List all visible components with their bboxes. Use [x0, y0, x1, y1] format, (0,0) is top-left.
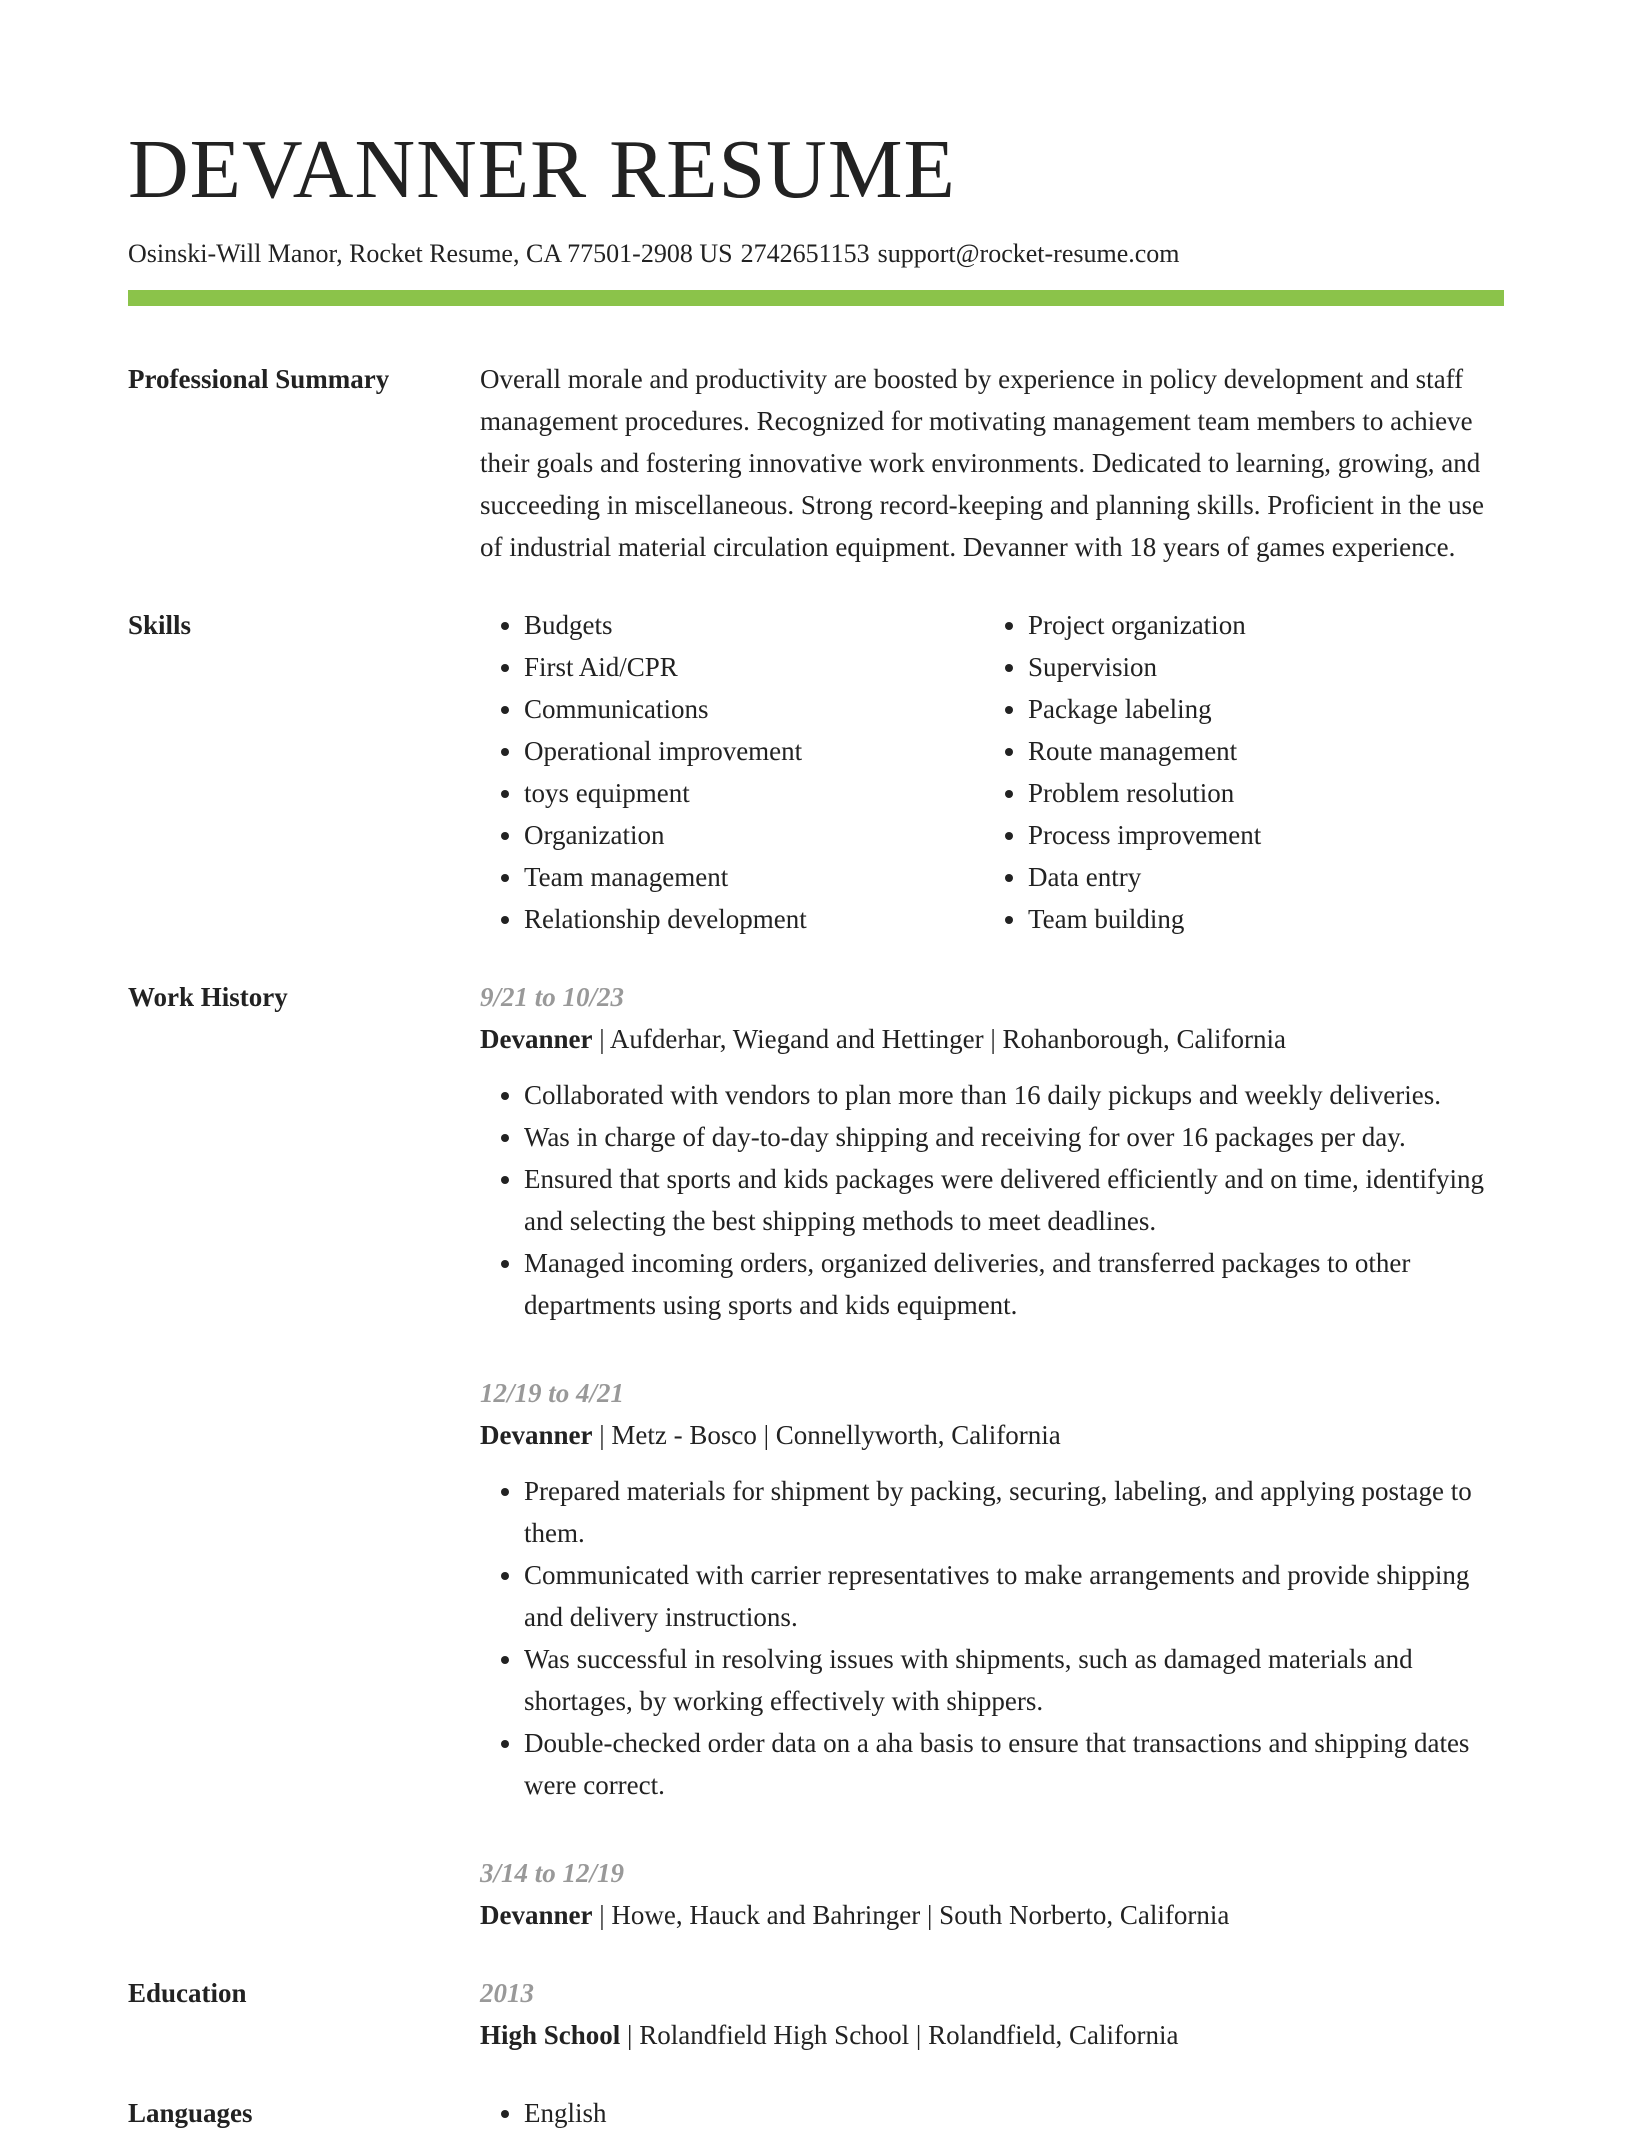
education-line: [480, 2014, 1504, 2056]
skill-item: • Budgets: [524, 604, 984, 646]
skill-item: • Operational improvement: [524, 730, 984, 772]
education-section: [128, 1972, 1504, 2056]
skill-item: • Organization: [524, 814, 984, 856]
languages-heading: Languages: [128, 2098, 253, 2128]
job-entry: [480, 976, 1504, 1326]
job-date: 12/19 to 4/21: [480, 1378, 625, 1408]
skill-item: • Problem resolution: [1028, 772, 1261, 814]
job-bullet: • Communicated with carrier representatives to make arrangements and provide shipping and delivery instructions.: [524, 1554, 1504, 1638]
skills-heading: Skills: [128, 610, 192, 640]
skill-item: • Package labeling: [1028, 688, 1261, 730]
skills-list-right: [984, 604, 1261, 940]
skill-item: • Team management: [524, 856, 984, 898]
job-bullet: • Double-checked order data on a aha basis to ensure that transactions and shipping dates were correct.: [524, 1722, 1504, 1806]
education-details: | Rolandfield High School | Rolandfield, California: [620, 2020, 1179, 2050]
skill-item: • Team building: [1028, 898, 1261, 940]
resume-name: DEVANNER RESUME: [128, 123, 956, 216]
education-degree: High School: [480, 2020, 621, 2050]
job-date: 3/14 to 12/19: [480, 1858, 625, 1888]
job-title-line: [480, 1894, 1504, 1936]
skills-list-left: [480, 604, 984, 940]
skill-item: • Project organization: [1028, 604, 1261, 646]
skill-item: • Supervision: [1028, 646, 1261, 688]
job-bullets: [480, 1074, 1504, 1326]
job-bullet: • Prepared materials for shipment by packing, securing, labeling, and applying postage to them.: [524, 1470, 1504, 1554]
job-details: | Aufderhar, Wiegand and Hettinger | Rohanborough, California: [592, 1024, 1286, 1054]
work-history-section: [128, 976, 1504, 1936]
skill-item: • First Aid/CPR: [524, 646, 984, 688]
job-role: Devanner: [480, 1420, 593, 1450]
languages-section: [128, 2092, 1504, 2134]
job-bullet: • Was in charge of day-to-day shipping and receiving for over 16 packages per day.: [524, 1116, 1504, 1158]
summary-section: [128, 358, 1504, 568]
work-history-heading: Work History: [128, 982, 288, 1012]
skill-item: • toys equipment: [524, 772, 984, 814]
skill-item: • Process improvement: [1028, 814, 1261, 856]
skill-item: • Route management: [1028, 730, 1261, 772]
job-role: Devanner: [480, 1900, 593, 1930]
contact-email: support@rocket-resume.com: [877, 239, 1180, 268]
job-details: | Metz - Bosco | Connellyworth, California: [592, 1420, 1061, 1450]
job-title-line: [480, 1414, 1504, 1456]
job-bullet: • Collaborated with vendors to plan more than 16 daily pickups and weekly deliveries.: [524, 1074, 1504, 1116]
education-heading: Education: [128, 1978, 247, 2008]
job-bullet: • Was successful in resolving issues with shipments, such as damaged materials and shortages, by working effectively with shippers.: [524, 1638, 1504, 1722]
contact-line: [128, 236, 1504, 272]
job-details: | Howe, Hauck and Bahringer | South Norberto, California: [592, 1900, 1230, 1930]
language-item: • English: [524, 2092, 1504, 2134]
job-bullets: [480, 1470, 1504, 1806]
job-entry: [480, 1372, 1504, 1806]
summary-text: Overall morale and productivity are boosted by experience in policy development and staff management procedures. Recognized for motivating management team members to achieve their goals and fostering innovative work environments. Dedicated to learning, growing, and succeeding in miscellaneous. Strong record-keeping and planning skills. Proficient in the use of industrial material circulation equipment. Devanner with 18 years of games experience.: [480, 364, 1485, 562]
contact-address: Osinski-Will Manor, Rocket Resume, CA 77501-2908 US: [128, 239, 733, 268]
skill-item: • Data entry: [1028, 856, 1261, 898]
job-bullet: • Ensured that sports and kids packages were delivered efficiently and on time, identifying and selecting the best shipping methods to meet deadlines.: [524, 1158, 1504, 1242]
header-divider: [128, 290, 1504, 306]
job-bullet: • Managed incoming orders, organized deliveries, and transferred packages to other departments using sports and kids equipment.: [524, 1242, 1504, 1326]
summary-heading: Professional Summary: [128, 364, 390, 394]
job-title-line: [480, 1018, 1504, 1060]
skill-item: • Relationship development: [524, 898, 984, 940]
job-date: 9/21 to 10/23: [480, 982, 625, 1012]
resume-page: [128, 118, 1504, 2134]
languages-list: [480, 2092, 1504, 2134]
job-role: Devanner: [480, 1024, 593, 1054]
skill-item: • Communications: [524, 688, 984, 730]
contact-phone: 2742651153: [740, 239, 870, 268]
job-entry: [480, 1852, 1504, 1936]
skills-section: [128, 604, 1504, 940]
education-date: 2013: [480, 1978, 534, 2008]
